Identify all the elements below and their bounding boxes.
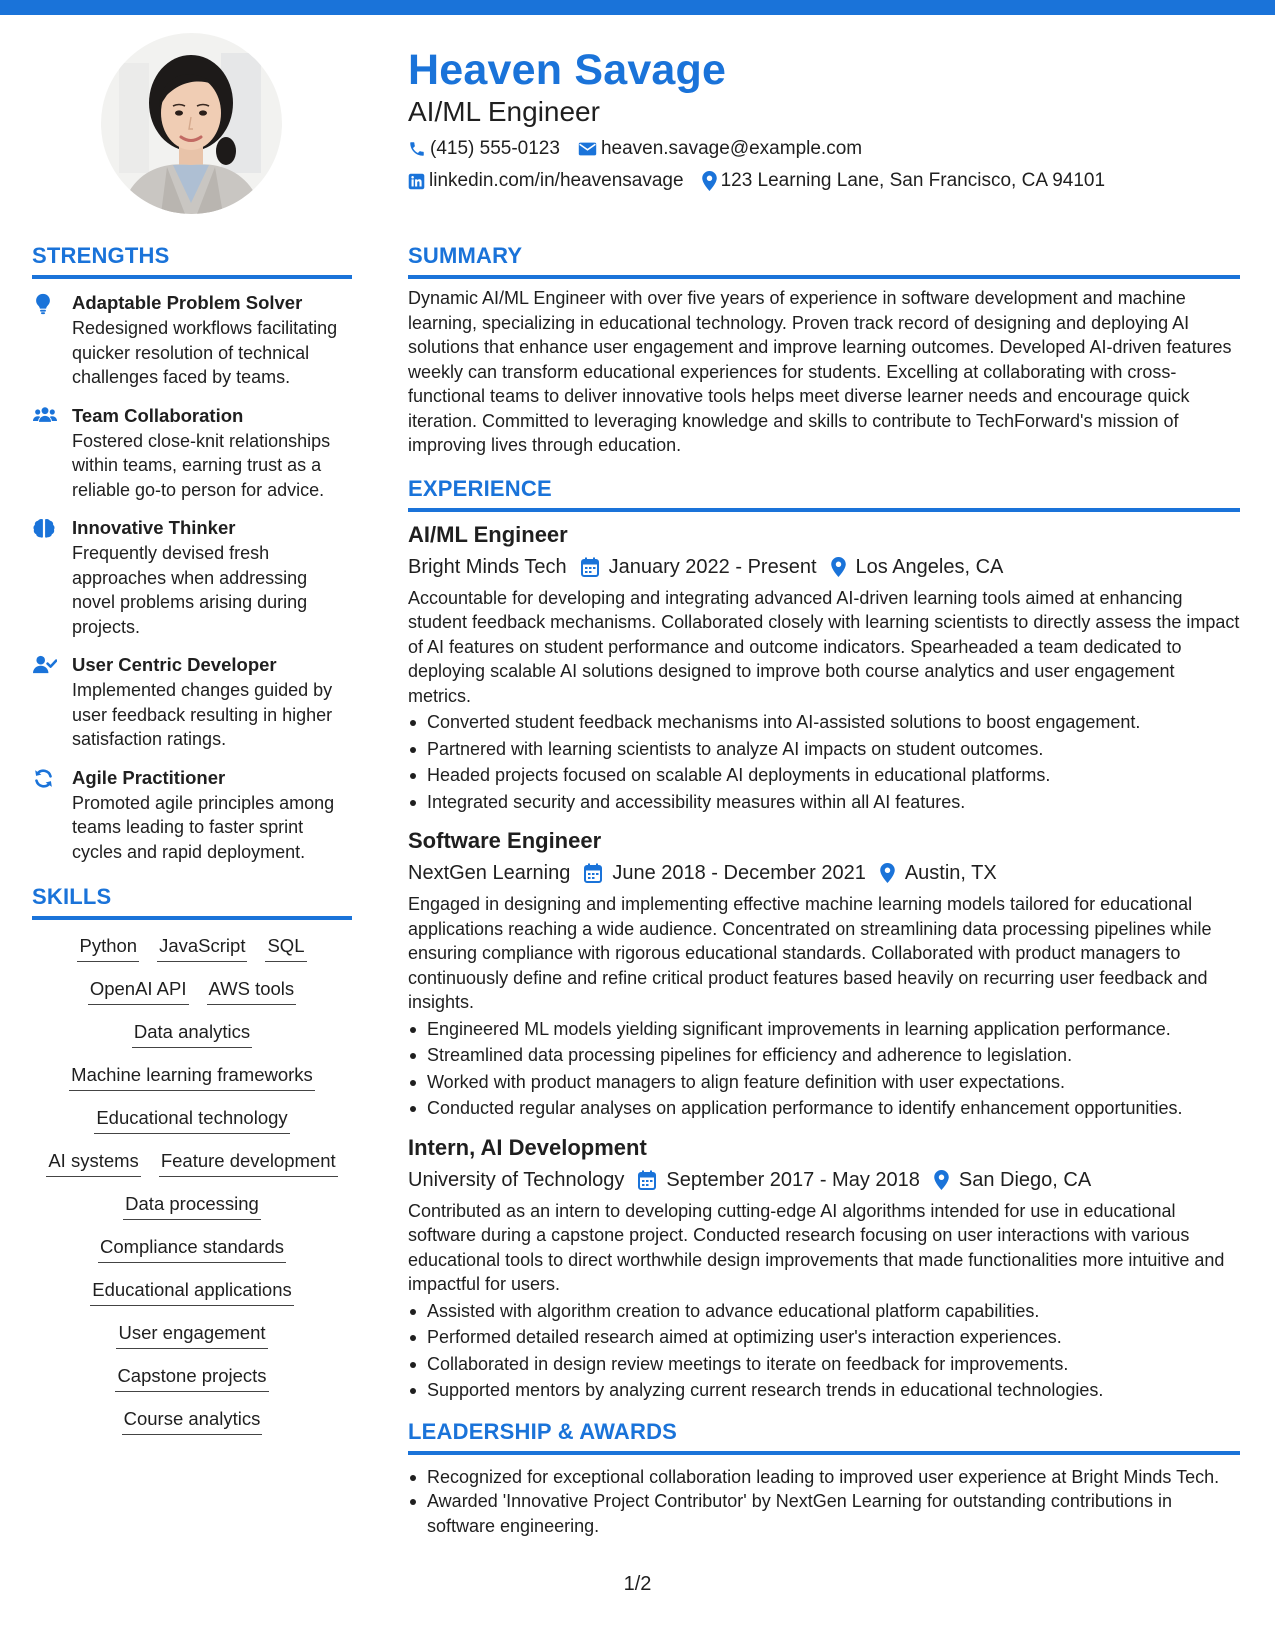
bullet-item: Worked with product managers to align feature definition with user expectations. bbox=[408, 1070, 1240, 1095]
contact-row-2 bbox=[408, 169, 1238, 193]
leadership-heading: LEADERSHIP & AWARDS bbox=[408, 1418, 1240, 1455]
users-icon bbox=[33, 406, 57, 424]
linkedin-contact[interactable] bbox=[408, 169, 684, 193]
bullet-item: Converted student feedback mechanisms into AI-assisted solutions to boost engagement. bbox=[408, 710, 1240, 735]
right-column bbox=[408, 242, 1240, 1538]
resume-header bbox=[408, 42, 1238, 193]
job-location: San Diego, CA bbox=[958, 1168, 1092, 1191]
job-location: Austin, TX bbox=[904, 862, 997, 884]
job-description: Engaged in designing and implementing effective machine learning models tailored for educational applications reaching a wide audience. Concentrated on streamlining data processing pipelines while ensuring compliance with rigorous educational standards. Collaborated with product managers to continuously define and refine critical product features based heavily on recurring user feedback and insights. bbox=[408, 894, 1212, 1012]
strength-title: Adaptable Problem Solver bbox=[72, 292, 303, 313]
job-entry bbox=[408, 1133, 1240, 1403]
skill-row bbox=[132, 1019, 252, 1048]
sync-icon bbox=[33, 768, 54, 789]
skill-row bbox=[88, 976, 296, 1005]
job-title: Intern, AI Development bbox=[408, 1134, 647, 1160]
address-contact bbox=[702, 169, 1106, 193]
job-bullets bbox=[408, 710, 1240, 814]
job-location-wrap bbox=[880, 859, 997, 887]
location-pin-icon bbox=[934, 1170, 949, 1190]
skill-row bbox=[77, 933, 306, 962]
summary-text: Dynamic AI/ML Engineer with over five years of experience in software development and machine learning, specializing in educational technology. Proven track record of designing and deploying AI solutions that enhance user engagement and improve learning outcomes. Developed AI-driven features weekly can transform educational experiences for students. Excelling at collaborating with cross-functional teams to deliver innovative tools helps meet diverse learner needs and encourage quick iteration. Committed to leveraging knowledge and skills to contribute to TechForward's mission of improving lives through education. bbox=[408, 288, 1232, 455]
skill-tag: AWS tools bbox=[207, 976, 297, 1005]
skill-tag: Feature development bbox=[159, 1148, 338, 1177]
job-title: Software Engineer bbox=[408, 828, 602, 853]
job-dates-wrap bbox=[581, 553, 817, 581]
job-dates: September 2017 - May 2018 bbox=[666, 1168, 920, 1191]
job-meta bbox=[408, 1166, 1240, 1194]
location-pin-icon bbox=[831, 557, 846, 577]
skill-tag: AI systems bbox=[46, 1148, 140, 1177]
location-pin-icon bbox=[880, 863, 895, 883]
linkedin-text[interactable]: linkedin.com/in/heavensavage bbox=[429, 170, 684, 191]
job-dates: June 2018 - December 2021 bbox=[612, 862, 866, 884]
experience-heading: EXPERIENCE bbox=[408, 475, 1240, 512]
page-number: 1/2 bbox=[623, 1573, 652, 1595]
calendar-icon bbox=[638, 1170, 656, 1190]
strengths-list bbox=[32, 290, 352, 864]
skill-tag: Python bbox=[77, 933, 139, 962]
phone-contact bbox=[408, 137, 560, 161]
top-accent-bar bbox=[0, 0, 1275, 15]
leadership-list bbox=[408, 1465, 1240, 1539]
strength-text: Frequently devised fresh approaches when addressing novel problems arising during projects. bbox=[72, 543, 308, 637]
job-description: Accountable for developing and integrating advanced AI-driven learning tools aimed at enhancing student feedback mechanisms. Collaborated closely with learning scientists to directly assess the impact of AI features on student performance and outcome indicators. Spearheaded a team dedicated to deploying scalable AI solutions designed to improve both course analytics and user engagement metrics. bbox=[408, 587, 1240, 706]
strength-text: Fostered close-knit relationships within teams, earning trust as a reliable go-to person for advice. bbox=[72, 430, 331, 500]
job-company: University of Technology bbox=[408, 1168, 625, 1191]
job-title: AI/ML Engineer bbox=[408, 521, 568, 547]
bullet-item: Supported mentors by analyzing current research trends in educational technologies. bbox=[408, 1378, 1240, 1403]
strength-item bbox=[32, 290, 352, 390]
strength-text: Redesigned workflows facilitating quicker resolution of technical challenges faced by teams. bbox=[72, 318, 338, 387]
bullet-item: Assisted with algorithm creation to advance educational platform capabilities. bbox=[408, 1299, 1240, 1324]
job-location-wrap bbox=[934, 1166, 1091, 1194]
skills-heading: SKILLS bbox=[32, 883, 352, 920]
strength-title: Team Collaboration bbox=[72, 404, 244, 426]
strengths-heading: STRENGTHS bbox=[32, 242, 352, 279]
bullet-item: Headed projects focused on scalable AI deployments in educational platforms. bbox=[408, 763, 1240, 788]
job-bullets bbox=[408, 1017, 1240, 1121]
calendar-icon bbox=[581, 557, 599, 577]
location-pin-icon bbox=[702, 171, 717, 191]
job-entry bbox=[408, 826, 1240, 1121]
skill-tag: JavaScript bbox=[157, 933, 247, 962]
job-meta bbox=[408, 553, 1240, 581]
skill-tag: Capstone projects bbox=[115, 1363, 268, 1392]
skill-row bbox=[90, 1277, 294, 1306]
job-dates: January 2022 - Present bbox=[608, 555, 817, 578]
bullet-item: Conducted regular analyses on application performance to identify enhancement opportunities. bbox=[408, 1096, 1240, 1121]
lightbulb-icon bbox=[33, 293, 53, 315]
skill-tag: Course analytics bbox=[122, 1406, 263, 1435]
bullet-item: Performed detailed research aimed at optimizing user's interaction experiences. bbox=[408, 1325, 1240, 1350]
email-contact[interactable] bbox=[578, 137, 862, 161]
skill-tag: User engagement bbox=[116, 1320, 267, 1349]
bullet-item: Engineered ML models yielding significant improvements in learning application performance. bbox=[408, 1017, 1240, 1042]
leadership-item: Awarded 'Innovative Project Contributor' by NextGen Learning for outstanding contributions in software engineering. bbox=[408, 1489, 1240, 1538]
strength-title: Agile Practitioner bbox=[72, 766, 226, 788]
profile-photo bbox=[101, 33, 282, 214]
skill-tag: Compliance standards bbox=[98, 1234, 286, 1263]
skill-tag: SQL bbox=[265, 933, 306, 962]
skill-row bbox=[115, 1363, 268, 1392]
contact-row-1 bbox=[408, 137, 1238, 161]
skill-row bbox=[98, 1234, 286, 1263]
skill-row bbox=[94, 1105, 289, 1134]
job-location-wrap bbox=[831, 553, 1004, 581]
strength-item bbox=[32, 515, 352, 639]
job-entry bbox=[408, 520, 1240, 815]
strength-item bbox=[32, 652, 352, 752]
strength-title: User Centric Developer bbox=[72, 654, 277, 675]
job-dates-wrap bbox=[584, 859, 866, 887]
strength-item bbox=[32, 765, 352, 865]
bullet-item: Integrated security and accessibility measures within all AI features. bbox=[408, 790, 1240, 815]
skill-tag: Data analytics bbox=[132, 1019, 252, 1048]
skill-tag: Machine learning frameworks bbox=[69, 1062, 315, 1091]
job-meta bbox=[408, 859, 1240, 887]
linkedin-icon bbox=[408, 173, 425, 190]
job-bullets bbox=[408, 1299, 1240, 1403]
bullet-item: Streamlined data processing pipelines for efficiency and adherence to legislation. bbox=[408, 1043, 1240, 1068]
job-description: Contributed as an intern to developing cutting-edge AI algorithms intended for use in educational software during a capstone project. Conducted research focusing on user interactions with various educational tools to direct worthwhile design improvements that made functionalities more intuitive and impactful for users. bbox=[408, 1200, 1225, 1294]
job-company: Bright Minds Tech bbox=[408, 555, 567, 578]
brain-icon bbox=[33, 518, 55, 538]
phone-icon bbox=[408, 140, 426, 158]
job-dates-wrap bbox=[638, 1166, 920, 1194]
skills-list bbox=[32, 933, 352, 1449]
skill-row bbox=[116, 1320, 267, 1349]
left-column bbox=[32, 242, 352, 1449]
leadership-item: Recognized for exceptional collaboration leading to improved user experience at Bright Minds Tech. bbox=[408, 1465, 1240, 1490]
envelope-icon bbox=[578, 141, 597, 157]
skill-row bbox=[123, 1191, 261, 1220]
candidate-role: AI/ML Engineer bbox=[408, 96, 600, 127]
strength-text: Implemented changes guided by user feedback resulting in higher satisfaction ratings. bbox=[72, 680, 333, 749]
calendar-icon bbox=[584, 863, 602, 883]
summary-heading: SUMMARY bbox=[408, 242, 1240, 279]
job-company: NextGen Learning bbox=[408, 862, 571, 884]
skill-tag: OpenAI API bbox=[88, 976, 189, 1005]
user-check-icon bbox=[33, 655, 57, 674]
phone-text: (415) 555-0123 bbox=[430, 138, 560, 159]
skill-row bbox=[69, 1062, 315, 1091]
skill-tag: Educational applications bbox=[90, 1277, 294, 1306]
job-location: Los Angeles, CA bbox=[855, 555, 1004, 578]
skill-tag: Educational technology bbox=[94, 1105, 289, 1134]
bullet-item: Collaborated in design review meetings to iterate on feedback for improvements. bbox=[408, 1352, 1240, 1377]
email-text[interactable]: heaven.savage@example.com bbox=[600, 138, 863, 159]
candidate-name: Heaven Savage bbox=[408, 46, 727, 94]
strength-text: Promoted agile principles among teams leading to faster sprint cycles and rapid deployment. bbox=[72, 792, 335, 862]
skill-row bbox=[46, 1148, 337, 1177]
bullet-item: Partnered with learning scientists to analyze AI impacts on student outcomes. bbox=[408, 737, 1240, 762]
strength-item bbox=[32, 403, 352, 503]
skill-tag: Data processing bbox=[123, 1191, 261, 1220]
skill-row bbox=[122, 1406, 263, 1435]
strength-title: Innovative Thinker bbox=[72, 517, 236, 538]
address-text: 123 Learning Lane, San Francisco, CA 94101 bbox=[720, 170, 1106, 191]
